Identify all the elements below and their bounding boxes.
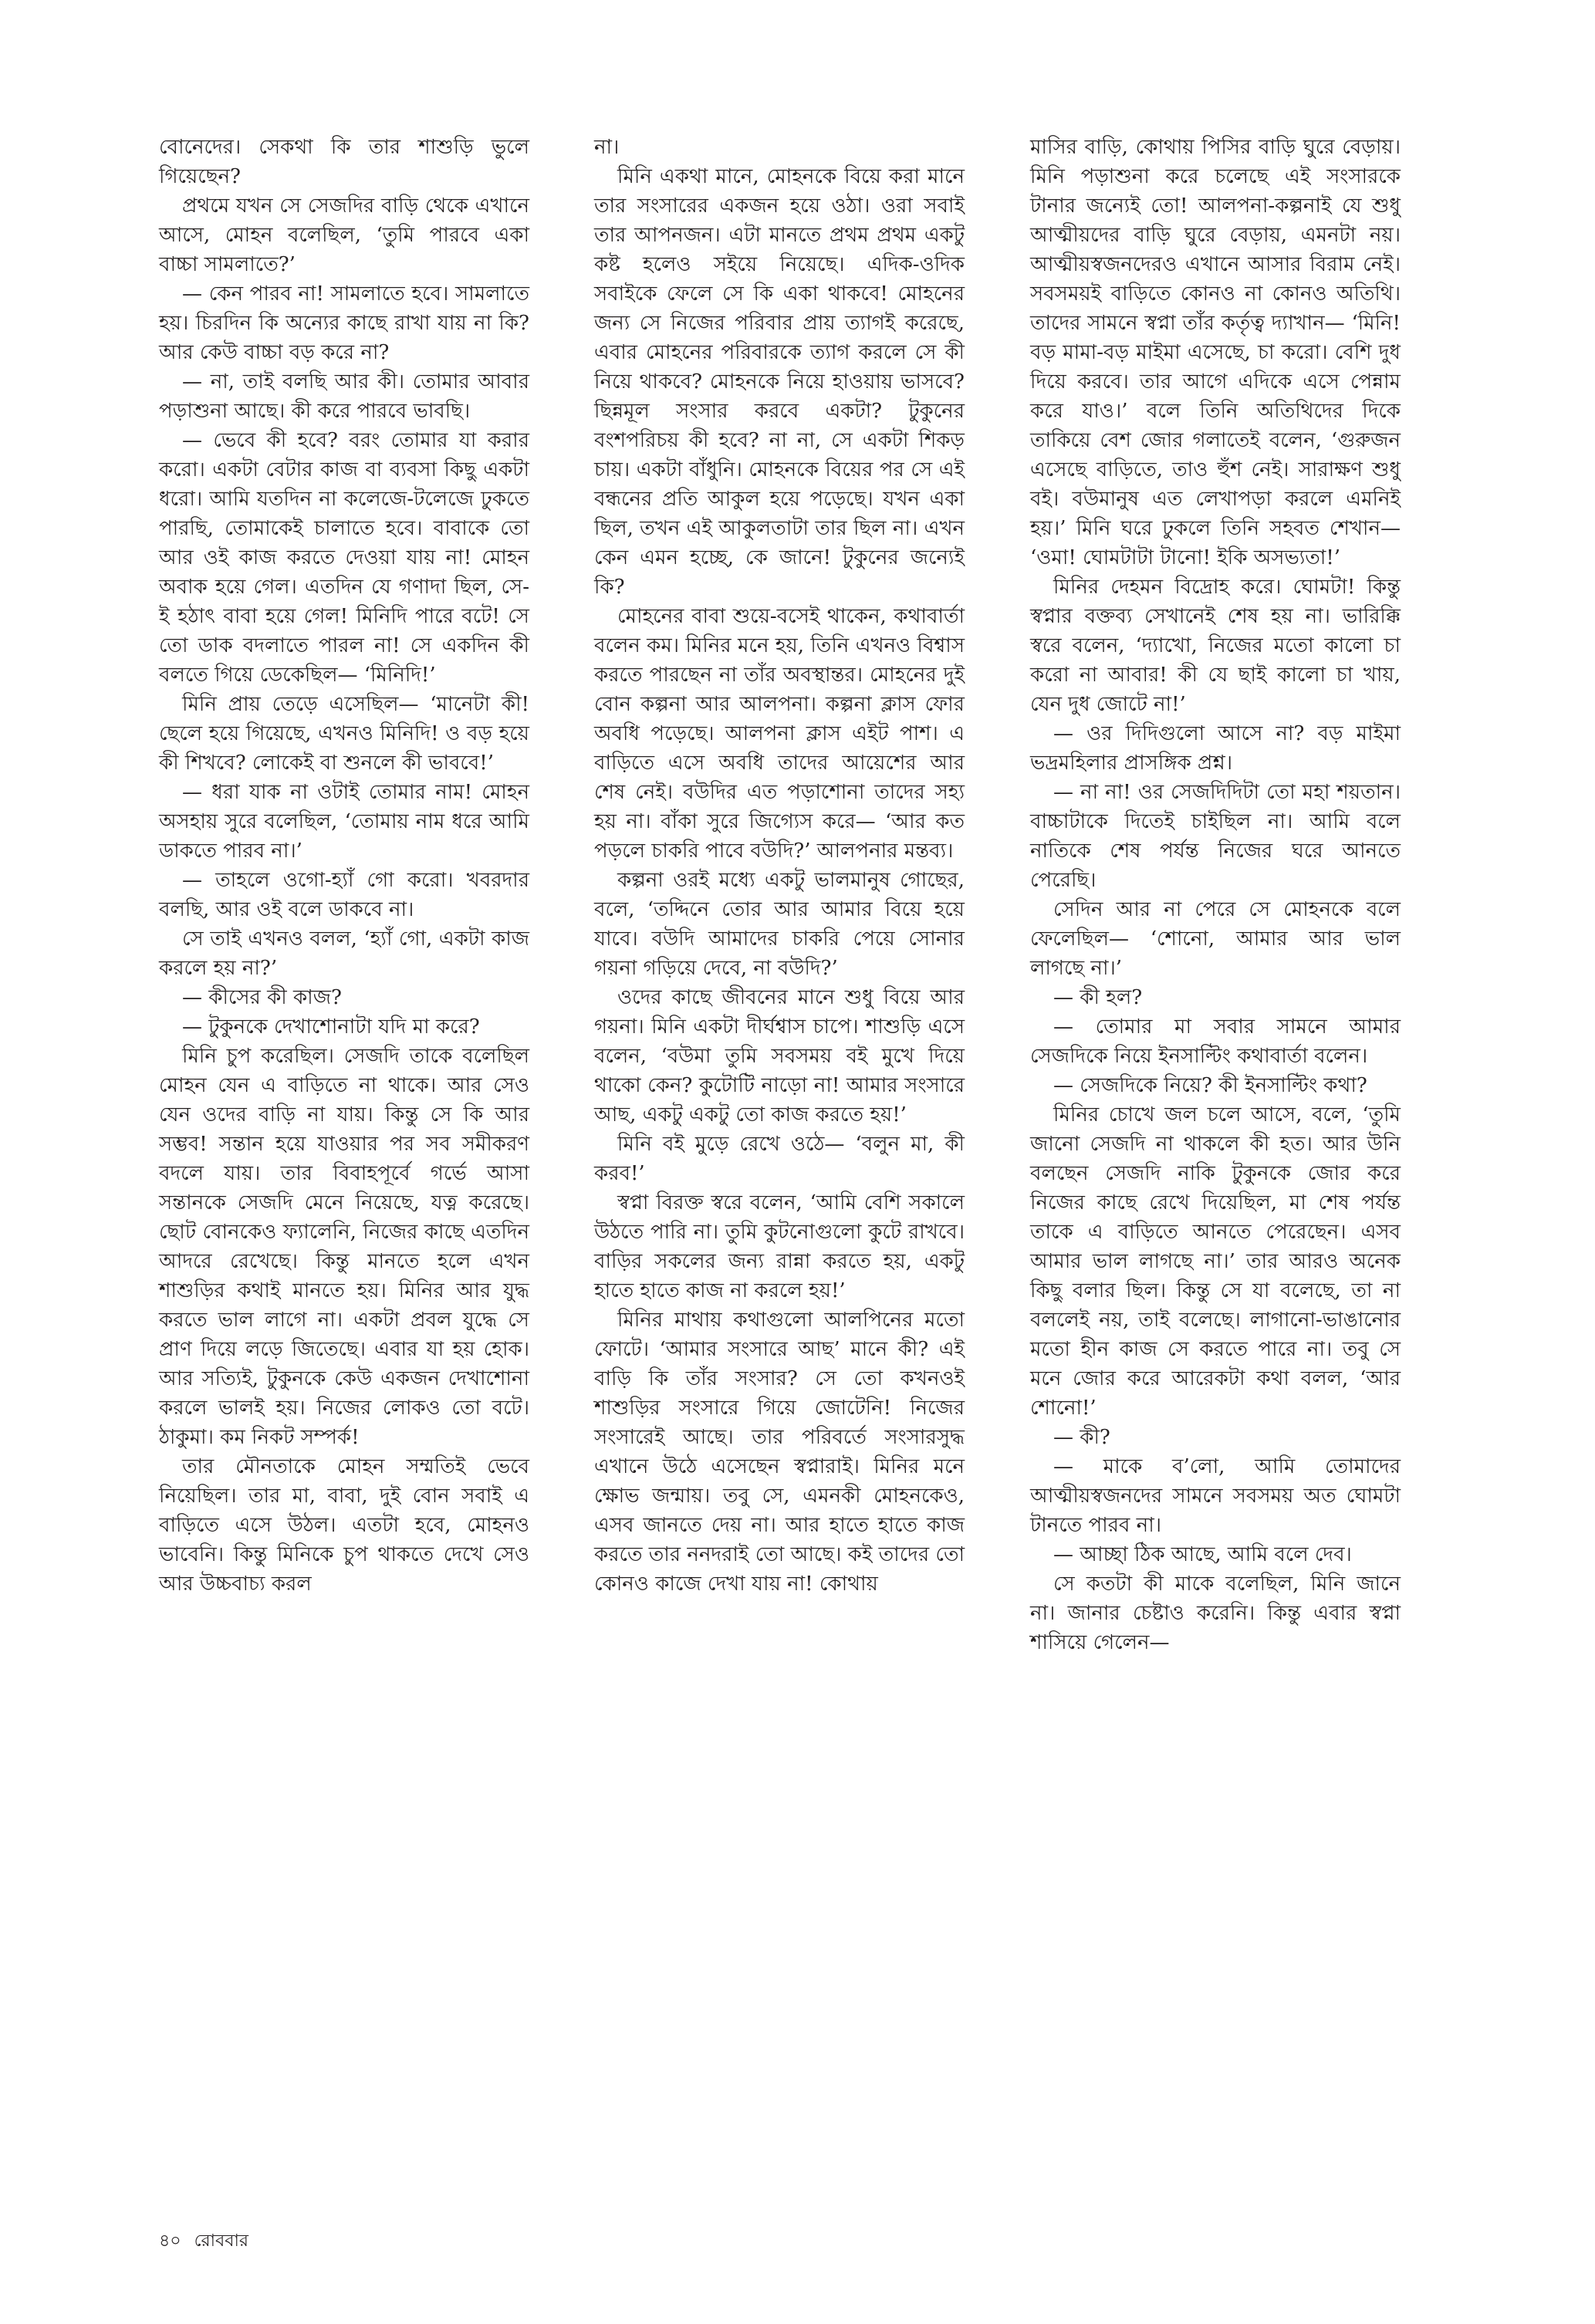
paragraph: — তাহলে ওগো-হ্যাঁ গো করো। খবরদার বলছি, আর ওই বলে ডাকবে না। <box>159 869 529 921</box>
paragraph: প্রথমে যখন সে সেজদির বাড়ি থেকে এখানে আসে, মোহন বলেছিল, ‘তুমি পারবে একা বাচ্চা সামলাতে?’ <box>159 194 529 276</box>
paragraph: কল্পনা ওরই মধ্যে একটু ভালমানুষ গোছের, বলে, ‘তদ্দিনে তোর আর আমার বিয়ে হয়ে যাবে। বউদি আমাদের চাকরি পেয়ে সোনার গয়না গড়িয়ে দেবে, না বউদি?’ <box>594 869 965 980</box>
paragraph: — না না! ওর সেজদিদিটা তো মহা শয়তান। বাচ্চাটাকে দিতেই চাইছিল না। আমি বলে নাতিকে শেষ পর্যন্ত নিজের ঘরে আনতে পেরেছি। <box>1030 781 1401 892</box>
paragraph: — ওর দিদিগুলো আসে না? বড় মাইমা ভদ্রমহিলার প্রাসঙ্গিক প্রশ্ন। <box>1030 722 1401 775</box>
paragraph: — তোমার মা সবার সামনে আমার সেজদিকে নিয়ে ইনসাল্টিং কথাবার্তা বলেন। <box>1030 1015 1401 1068</box>
paragraph: মিনি একথা মানে, মোহনকে বিয়ে করা মানে তার সংসারের একজন হয়ে ওঠা। ওরা সবাই তার আপনজন। এটা মানতে প্রথম প্রথম একটু কষ্ট হলেও সইয়ে নিয়েছে। এদিক-ওদিক সবাইকে ফেলে সে কি একা থাকবে! মোহনের জন্য সে নিজের পরিবার প্রায় ত্যাগই করেছে, এবার মোহনের পরিবারকে ত্যাগ করলে সে কী নিয়ে থাকবে? মোহনকে নিয়ে হাওয়ায় ভাসবে? ছিন্নমূল সংসার করবে একটা? টুকুনের বংশপরিচয় কী হবে? না না, সে একটা শিকড় চায়। একটা বাঁধুনি। মোহনকে বিয়ের পর সে এই বন্ধনের প্রতি আকুল হয়ে পড়েছে। যখন একা ছিল, তখন এই আকুলতাটা তার ছিল না। এখন কেন এমন হচ্ছে, কে জানে! টুকুনের জন্যেই কি? <box>594 165 965 599</box>
paragraph: সে কতটা কী মাকে বলেছিল, মিনি জানে না। জানার চেষ্টাও করেনি। কিন্তু এবার স্বপ্না শাসিয়ে গেলেন— <box>1030 1572 1401 1654</box>
paragraph: — না, তাই বলছি আর কী। তোমার আবার পড়াশুনা আছে। কী করে পারবে ভাবছি। <box>159 370 529 423</box>
paragraph: সেদিন আর না পেরে সে মোহনকে বলে ফেলেছিল— ‘শোনো, আমার আর ভাল লাগছে না।’ <box>1030 898 1401 980</box>
paragraph: বোনেদের। সেকথা কি তার শাশুড়ি ভুলে গিয়েছেন? <box>159 136 529 188</box>
text-column-2 <box>594 133 965 1599</box>
paragraph: স্বপ্না বিরক্ত স্বরে বলেন, ‘আমি বেশি সকালে উঠতে পারি না। তুমি কুটনোগুলো কুটে রাখবে। বাড়ির সকলের জন্য রান্না করতে হয়, একটু হাতে হাতে কাজ না করলে হয়!’ <box>594 1191 965 1302</box>
paragraph: — কী? <box>1053 1426 1110 1449</box>
paragraph: মিনি চুপ করেছিল। সেজদি তাকে বলেছিল মোহন যেন এ বাড়িতে না থাকে। আর সেও যেন ওদের বাড়ি না যায়। কিন্তু সে কি আর সম্ভব! সন্তান হয়ে যাওয়ার পর সব সমীকরণ বদলে যায়। তার বিবাহপূর্বে গর্ভে আসা সন্তানকে সেজদি মেনে নিয়েছে, যত্ন করেছে। ছোট বোনকেও ফ্যালেনি, নিজের কাছে এতদিন আদরে রেখেছে। কিন্তু মানতে হলে এখন শাশুড়ির কথাই মানতে হয়। মিনির আর যুদ্ধ করতে ভাল লাগে না। একটা প্রবল যুদ্ধে সে প্রাণ দিয়ে লড়ে জিতেছে। এবার যা হয় হোক। আর সত্যিই, টুকুনকে কেউ একজন দেখাশোনা করলে ভালই হয়। নিজের লোকও তো বটে। ঠাকুমা। কম নিকট সম্পর্ক! <box>159 1045 529 1449</box>
paragraph: মোহনের বাবা শুয়ে-বসেই থাকেন, কথাবার্তা বলেন কম। মিনির মনে হয়, তিনি এখনও বিশ্বাস করতে পারছেন না তাঁর অবস্থান্তর। মোহনের দুই বোন কল্পনা আর আলপনা। কল্পনা ক্লাস ফোর অবধি পড়েছে। আলপনা ক্লাস এইট পাশ। এ বাড়িতে এসে অবধি তাদের আয়েশের আর শেষ নেই। বউদির এত পড়াশোনা তাদের সহ্য হয় না। বাঁকা সুরে জিগ্যেস করে— ‘আর কত পড়লে চাকরি পাবে বউদি?’ আলপনার মন্তব্য। <box>594 605 965 863</box>
paragraph: মিনির মাথায় কথাগুলো আলপিনের মতো ফোটে। ‘আমার সংসারে আছ’ মানে কী? এই বাড়ি কি তাঁর সংসার? সে তো কখনওই শাশুড়ির সংসারে গিয়ে জোটেনি! নিজের সংসারেই আছে। তার পরিবর্তে সংসারসুদ্ধ এখানে উঠে এসেছেন স্বপ্নারাই। মিনির মনে ক্ষোভ জন্মায়। তবু সে, এমনকী মোহনকেও, এসব জানতে দেয় না। আর হাতে হাতে কাজ করতে তার ননদরাই তো আছে। কই তাদের তো কোনও কাজে দেখা যায় না! কোথায় <box>594 1309 965 1596</box>
paragraph: — মাকে ব’লো, আমি তোমাদের আত্মীয়স্বজনদের সামনে সবসময় অত ঘোমটা টানতে পারব না। <box>1030 1455 1401 1537</box>
paragraph: — টুকুনকে দেখাশোনাটা যদি মা করে? <box>182 1015 480 1039</box>
paragraph: মিনি প্রায় তেড়ে এসেছিল— ‘মানেটা কী! ছেলে হয়ে গিয়েছে, এখনও মিনিদি! ও বড় হয়ে কী শিখবে? লোকেই বা শুনলে কী ভাববে!’ <box>159 693 529 775</box>
text-column-3 <box>1030 133 1401 1657</box>
paragraph: মিনি বই মুড়ে রেখে ওঠে— ‘বলুন মা, কী করব!’ <box>594 1133 965 1185</box>
page-number: ৪০ <box>159 2231 181 2251</box>
paragraph: — ধরা যাক না ওটাই তোমার নাম! মোহন অসহায় সুরে বলেছিল, ‘তোমায় নাম ধরে আমি ডাকতে পারব না।’ <box>159 781 529 863</box>
paragraph: — আচ্ছা ঠিক আছে, আমি বলে দেব। <box>1053 1543 1352 1566</box>
paragraph: না। <box>594 136 620 159</box>
paragraph: — কেন পারব না! সামলাতে হবে। সামলাতে হয়। চিরদিন কি অন্যের কাছে রাখা যায় না কি? আর কেউ বাচ্চা বড় করে না? <box>159 282 529 364</box>
paragraph: মিনির দেহমন বিদ্রোহ করে। ঘোমটা! কিন্তু স্বপ্নার বক্তব্য সেখানেই শেষ হয় না। ভারিক্কি স্বরে বলেন, ‘দ্যাখো, নিজের মতো কালো চা করো না আবার! কী যে ছাই কালো চা খায়, যেন দুধ জোটে না!’ <box>1030 576 1401 716</box>
paragraph: — ভেবে কী হবে? বরং তোমার যা করার করো। একটা বেটার কাজ বা ব্যবসা কিছু একটা ধরো। আমি যতদিন না কলেজে-টলেজে ঢুকতে পারছি, তোমাকেই চালাতে হবে। বাবাকে তো আর ওই কাজ করতে দেওয়া যায় না! মোহন অবাক হয়ে গেল। এতদিন যে গণাদা ছিল, সে-ই হঠাৎ বাবা হয়ে গেল! মিনিদি পারে বটে! সে তো ডাক বদলাতে পারল না! সে একদিন কী বলতে গিয়ে ডেকেছিল— ‘মিনিদি!’ <box>159 429 529 687</box>
magazine-name: রোববার <box>194 2231 248 2251</box>
paragraph: মাসির বাড়ি, কোথায় পিসির বাড়ি ঘুরে বেড়ায়। মিনি পড়াশুনা করে চলেছে এই সংসারকে টানার জন্যেই তো! আলপনা-কল্পনাই যে শুধু আত্মীয়দের বাড়ি ঘুরে বেড়ায়, এমনটা নয়। আত্মীয়স্বজনদেরও এখানে আসার বিরাম নেই। সবসময়ই বাড়িতে কোনও না কোনও অতিথি। তাদের সামনে স্বপ্না তাঁর কর্তৃত্ব দ্যাখান— ‘মিনি! বড় মামা-বড় মাইমা এসেছে, চা করো। বেশি দুধ দিয়ে করবে। তার আগে এদিকে এসে পেন্নাম করে যাও।’ বলে তিনি অতিথিদের দিকে তাকিয়ে বেশ জোর গলাতেই বলেন, ‘গুরুজন এসেছে বাড়িতে, তাও হুঁশ নেই। সারাক্ষণ শুধু বই। বউমানুষ এত লেখাপড়া করলে এমনিই হয়।’ মিনি ঘরে ঢুকলে তিনি সহবত শেখান— ‘ওমা! ঘোমটাটা টানো! ইকি অসভ্যতা!’ <box>1030 136 1401 569</box>
paragraph: — কীসের কী কাজ? <box>182 986 342 1009</box>
paragraph: — সেজদিকে নিয়ে? কী ইনসাল্টিং কথা? <box>1053 1074 1367 1097</box>
paragraph: মিনির চোখে জল চলে আসে, বলে, ‘তুমি জানো সেজদি না থাকলে কী হত। আর উনি বলছেন সেজদি নাকি টুকুনকে জোর করে নিজের কাছে রেখে দিয়েছিল, মা শেষ পর্যন্ত তাকে এ বাড়িতে আনতে পেরেছেন। এসব আমার ভাল লাগছে না।’ তার আরও অনেক কিছু বলার ছিল। কিন্তু সে যা বলেছে, তা না বললেই নয়, তাই বলেছে। লাগানো-ভাঙানোর মতো হীন কাজ সে করতে পারে না। তবু সে মনে জোর করে আরেকটা কথা বলল, ‘আর শোনো!’ <box>1030 1103 1401 1420</box>
paragraph: তার মৌনতাকে মোহন সম্মতিই ভেবে নিয়েছিল। তার মা, বাবা, দুই বোন সবাই এ বাড়িতে এসে উঠল। এতটা হবে, মোহনও ভাবেনি। কিন্তু মিনিকে চুপ থাকতে দেখে সেও আর উচ্চবাচ্য করল <box>159 1455 529 1596</box>
paragraph: ওদের কাছে জীবনের মানে শুধু বিয়ে আর গয়না। মিনি একটা দীর্ঘশ্বাস চাপে। শাশুড়ি এসে বলেন, ‘বউমা তুমি সবসময় বই মুখে দিয়ে থাকো কেন? কুটোটি নাড়ো না! আমার সংসারে আছ, একটু একটু তো কাজ করতে হয়!’ <box>594 986 965 1127</box>
paragraph: — কী হল? <box>1053 986 1143 1009</box>
text-column-1 <box>159 133 529 1599</box>
paragraph: সে তাই এখনও বলল, ‘হ্যাঁ গো, একটা কাজ করলে হয় না?’ <box>159 927 529 980</box>
page-footer <box>159 2230 256 2253</box>
